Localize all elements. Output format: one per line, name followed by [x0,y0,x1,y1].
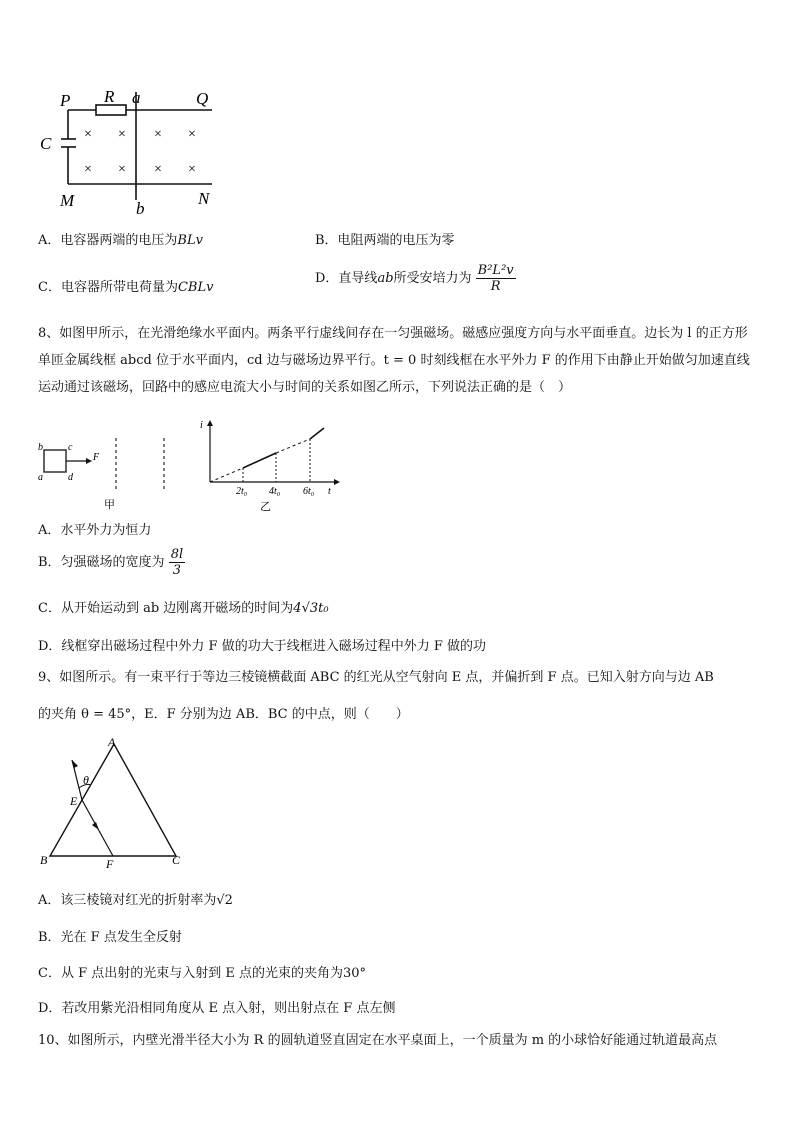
q8b-caption: 乙 [260,501,271,513]
fraction-numerator: 8l [170,547,184,562]
q7-option-a-expr: BLv [177,233,203,248]
q8b-tick-2t0: 2t₀ [236,486,248,497]
q7-label-C: C [40,134,52,153]
q7-option-d-fraction [476,263,516,294]
q7-label-b: b [136,199,145,218]
q8a-label-b: b [38,442,43,453]
q8a-label-F: F [93,452,100,463]
q8-option-c[interactable] [38,597,329,616]
q8-option-d-text: D．线框穿出磁场过程中外力 F 做的功大于线框进入磁场过程中外力 F 做的功 [38,639,486,654]
q7-option-b[interactable] [315,229,455,248]
q8b-axis-i: i [200,420,203,431]
q9-label-theta: θ [83,773,89,787]
fraction-numerator: B²L²v [477,263,514,278]
q9-option-d[interactable] [38,997,395,1016]
field-cross: × [154,162,162,177]
q7-option-c-expr: CBLv [177,280,214,295]
q7-option-d[interactable] [315,263,516,294]
q8-stem: 8、如图甲所示，在光滑绝缘水平面内。两条平行虚线间存在一匀强磁场。磁感应强度方向与水平面垂直。边长为 l 的正方形单匝金属线框 abcd 位于水平面内，cd 边与磁场边界平行。t = 0 时刻线框在水平外力 F 的作用下由静止开始做匀加速直线运动通过该磁场，回路中的感应电流大小与时间的关系如图乙所示，下列说法正确的是（ ） [38,326,750,395]
q7-option-c[interactable] [38,276,213,295]
q7-label-R: R [104,87,115,106]
q10-stem: 10、如图所示，内壁光滑半径大小为 R 的圆轨道竖直固定在水平桌面上，一个质量为 m 的小球恰好能通过轨道最高点 [38,1033,718,1048]
q8-option-b-text: B．匀强磁场的宽度为 [38,555,165,570]
q9-option-a-text: A．该三棱镜对红光的折射率为 [38,893,217,908]
q9-option-a-expr: √2 [216,893,233,908]
q7-option-c-text: C．电容器所带电荷量为 [38,280,178,295]
q7-label-Q: Q [196,89,209,108]
q8a-caption: 甲 [104,499,115,511]
q9-label-C: C [172,853,181,867]
q8b-tick-6t0: 6t₀ [303,486,315,497]
field-cross: × [84,127,92,142]
fraction-denominator: R [490,279,501,294]
q8b-axis-t: t [328,486,331,497]
q7-option-a[interactable] [38,229,203,248]
q8a-label-c: c [68,442,73,453]
q8-option-d[interactable] [38,635,486,654]
field-cross: × [84,162,92,177]
q9-option-a[interactable] [38,889,233,908]
q9-option-c-text: C．从 F 点出射的光束与入射到 E 点的光束的夹角为 [38,966,343,981]
q9-label-E: E [70,794,78,808]
q9-label-F: F [106,857,114,870]
q9-stem-line2: 的夹角 θ = 45°，E．F 分别为边 AB．BC 的中点，则（ ） [38,707,409,722]
q8-option-a-text: A．水平外力为恒力 [38,523,152,538]
q8-figure-a [36,436,186,512]
q9-option-d-text: D．若改用紫光沿相同角度从 E 点入射，则出射点在 F 点左侧 [38,1001,396,1016]
q9-option-c-expr: 30° [343,966,367,981]
q7-option-d-tail: 所受安培力为 [393,271,472,286]
q9-prism-figure [36,736,196,870]
q8-option-a[interactable] [38,519,151,538]
q8a-label-d: d [68,472,73,483]
field-cross: × [154,127,162,142]
q8-option-c-text: C．从开始运动到 ab 边刚离开磁场的时间为 [38,601,294,616]
q7-label-N: N [198,189,210,208]
q7-option-d-text: D．直导线 [315,271,378,286]
field-cross: × [118,127,126,142]
q9-option-b[interactable] [38,926,182,945]
q7-option-a-text: A．电容器两端的电压为 [38,233,178,248]
q7-option-d-ab: ab [377,271,394,286]
field-cross: × [118,162,126,177]
q9-option-c[interactable] [38,962,366,981]
q9-option-b-text: B．光在 F 点发生全反射 [38,930,182,945]
q7-label-a: a [132,88,141,107]
q9-label-A: A [108,736,116,749]
fraction-denominator: 3 [172,563,182,578]
q7-circuit-figure [36,84,226,218]
q8-option-b-fraction [169,547,185,578]
q8b-tick-4t0: 4t₀ [269,486,281,497]
q7-label-M: M [60,191,75,210]
q9-stem-line1: 9、如图所示。有一束平行于等边三棱镜横截面 ABC 的红光从空气射向 E 点，并偏折到 F 点。已知入射方向与边 AB [38,670,714,685]
q8-option-b[interactable] [38,547,185,578]
q8-figure-b-graph [198,418,340,516]
q7-option-b-text: B．电阻两端的电压为零 [315,233,455,248]
field-cross: × [188,127,196,142]
q8-option-c-expr: 4√3t₀ [293,601,329,616]
q9-label-B: B [40,853,48,867]
field-cross: × [188,162,196,177]
q7-label-P: P [60,91,71,110]
q8a-label-a: a [38,472,43,483]
